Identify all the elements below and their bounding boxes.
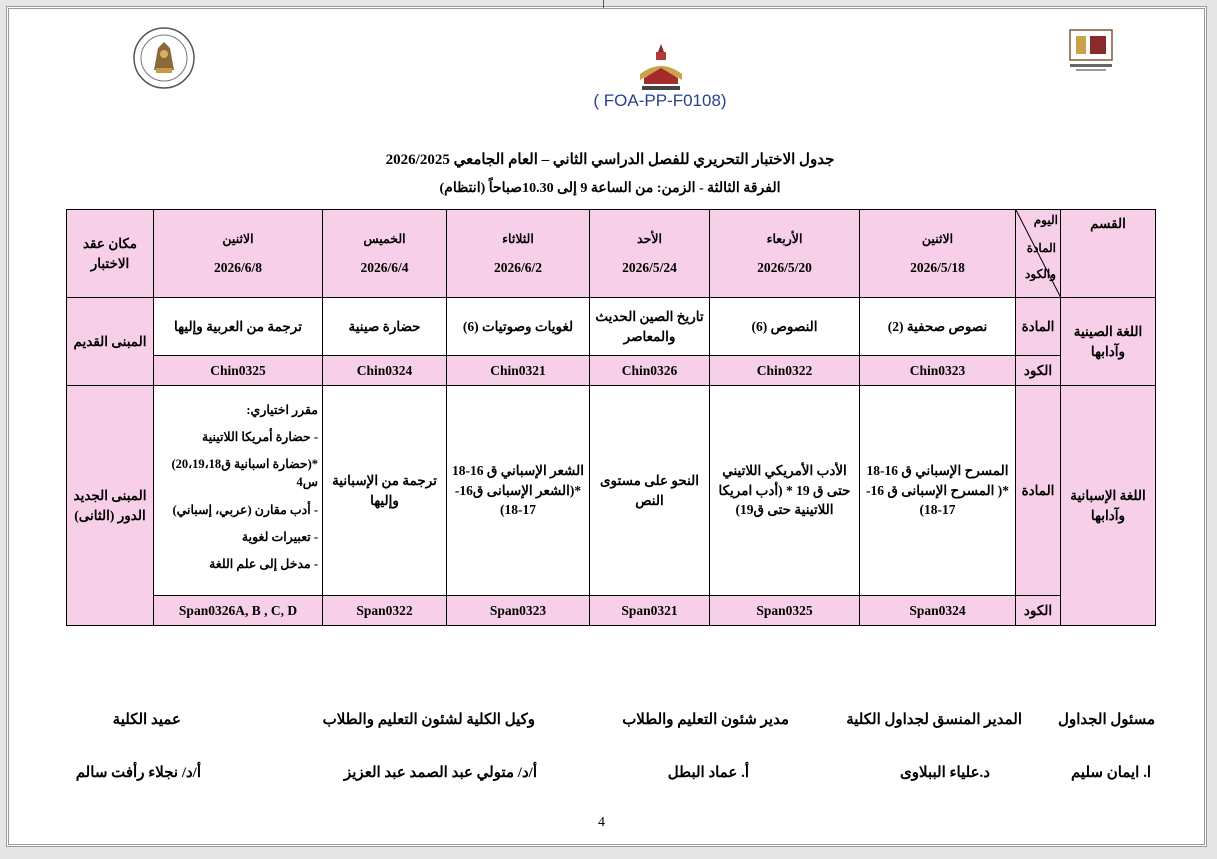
dept-header: القسم [1061,210,1156,298]
row-label-subject: المادة [1016,386,1061,596]
chinese-code-2: Chin0326 [590,356,710,386]
spanish-subject-row [67,386,1156,596]
signature-name-1: د.علياء الببلاوى [900,765,990,781]
chinese-subject-2: تاريخ الصين الحديث والمعاصر [590,298,710,356]
signature-title-1: المدير المنسق لجداول الكلية [846,712,1022,728]
spanish-code-5: Span0326A, B , C, D [154,596,323,626]
day-header-0: الاثنين 2026/5/18 [860,210,1016,298]
spanish-code-3: Span0323 [447,596,590,626]
chinese-code-4: Chin0324 [323,356,447,386]
chinese-subject-5: ترجمة من العربية وإليها [154,298,323,356]
signature-name-0: ا. ايمان سليم [1070,765,1151,781]
elective-item: - حضارة أمريكا اللاتينية [202,430,318,445]
row-label-subject: المادة [1016,298,1061,356]
chinese-subject-0: نصوص صحفية (2) [860,298,1016,356]
elective-item: - تعبيرات لغوية [241,529,318,544]
signature-name-2: أ. عماد البطل [667,765,749,781]
day-header-4: الخميس 2026/6/4 [323,210,447,298]
spanish-subject-0: المسرح الإسباني ق 16-18 *( المسرح الإسبانى ق 16-17-18) [860,386,1016,596]
faculty-logo-icon [632,40,690,96]
corner-day: اليوم [1033,213,1058,227]
elective-item: *(حضارة اسبانية ق20،19،18) س4 [171,457,318,490]
spanish-subject-4: ترجمة من الإسبانية وإليها [323,386,447,596]
day-header-5: الاثنين 2026/6/8 [154,210,323,298]
university-seal-icon [132,26,196,90]
day-header-1: الأربعاء 2026/5/20 [710,210,860,298]
row-label-code: الكود [1016,356,1061,386]
chinese-subject-4: حضارة صينية [323,298,447,356]
chinese-code-1: Chin0322 [710,356,860,386]
spanish-subject-2: النحو على مستوى النص [590,386,710,596]
elective-item: - مدخل إلى علم اللغة [209,556,318,571]
corner-code: والكود [1025,267,1056,281]
day-header-2: الأحد 2026/5/24 [590,210,710,298]
document-code: ( FOA-PP-F0108) [593,91,727,110]
chinese-subject-row [67,298,1156,356]
university-logo-icon [1062,26,1120,76]
day-subject-corner [1016,210,1061,298]
page-number: 4 [598,815,605,830]
elective-title: مقرر اختياري: [246,403,318,418]
elective-item: - أدب مقارن (عربي، إسباني) [172,502,318,517]
spanish-venue: المبنى الجديد الدور (الثانى) [67,386,154,626]
header-row [67,210,1156,298]
signature-name-4: أ/د/ نجلاء رأفت سالم [75,765,201,781]
spanish-code-2: Span0321 [590,596,710,626]
corner-subject: المادة [1026,241,1056,255]
spanish-elective-cell [154,386,323,596]
chinese-code-5: Chin0325 [154,356,323,386]
schedule-title: جدول الاختبار التحريري للفصل الدراسي الثاني – العام الجامعي 2026/2025 [385,152,835,168]
signature-title-4: عميد الكلية [112,712,181,728]
exam-schedule-table [66,209,1156,626]
page-top-tick [603,0,604,8]
spanish-dept: اللغة الإسبانية وآدابها [1061,386,1156,626]
chinese-code-3: Chin0321 [447,356,590,386]
chinese-subject-3: لغويات وصوتيات (6) [447,298,590,356]
spanish-code-1: Span0325 [710,596,860,626]
chinese-dept: اللغة الصينية وآدابها [1061,298,1156,386]
chinese-subject-1: النصوص (6) [710,298,860,356]
signature-title-2: مدير شئون التعليم والطلاب [622,712,789,728]
row-label-code: الكود [1016,596,1061,626]
spanish-subject-3: الشعر الإسباني ق 16-18 *(الشعر الإسبانى ق16-17-18) [447,386,590,596]
day-header-3: الثلاثاء 2026/6/2 [447,210,590,298]
chinese-venue: المبنى القديم [67,298,154,386]
spanish-code-row [67,596,1156,626]
signature-name-3: أ/د/ متولي عبد الصمد عبد العزيز [343,765,537,781]
spanish-code-0: Span0324 [860,596,1016,626]
chinese-code-0: Chin0323 [860,356,1016,386]
schedule-subtitle: الفرقة الثالثة - الزمن: من الساعة 9 إلى 10.30صباحاً (انتظام) [439,181,781,196]
signature-title-3: وكيل الكلية لشئون التعليم والطلاب [322,712,535,728]
venue-header: مكان عقد الاختبار [67,210,154,298]
spanish-subject-1: الأدب الأمريكي اللاتيني حتى ق 19 * (أدب امريكا اللاتينية حتى ق19) [710,386,860,596]
chinese-code-row [67,356,1156,386]
signature-title-0: مسئول الجداول [1058,712,1155,728]
spanish-code-4: Span0322 [323,596,447,626]
